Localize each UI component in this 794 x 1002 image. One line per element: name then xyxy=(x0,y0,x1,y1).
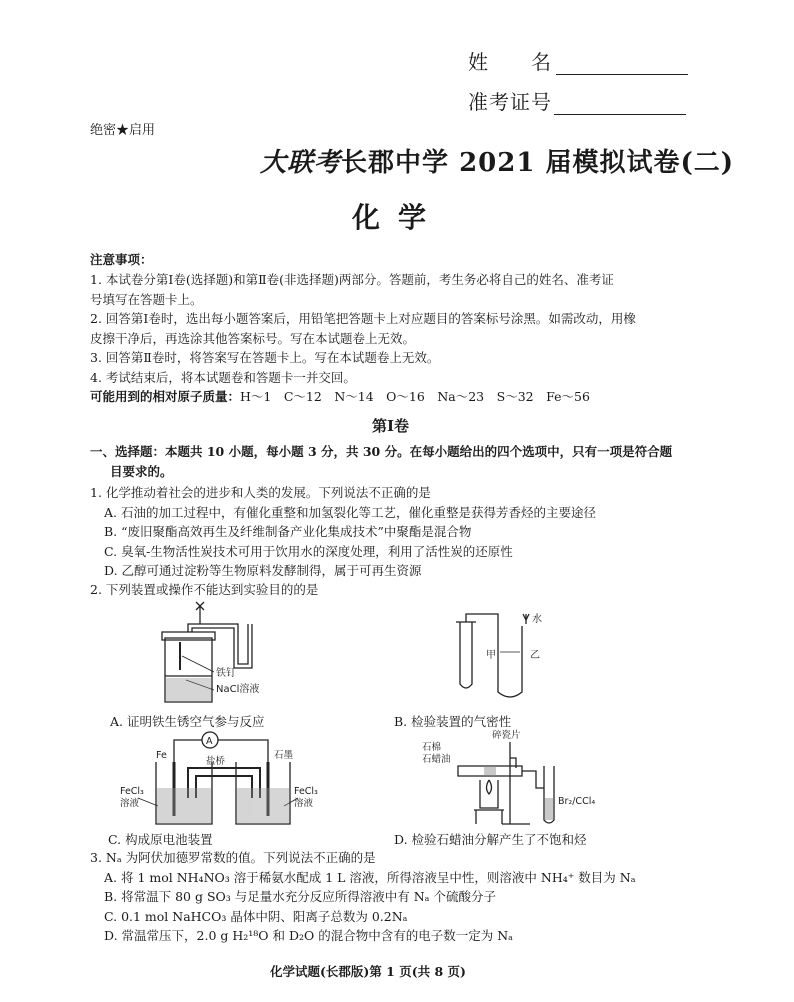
fe-label: Fe xyxy=(156,750,167,761)
name-label: 姓 名 xyxy=(468,50,552,74)
option-d: D. 常温常压下，2.0 g H₂¹⁸O 和 D₂O 的混合物中含有的电子数一定为 Nₐ xyxy=(104,928,513,943)
solution-left-label: 溶液 xyxy=(120,798,140,809)
title-text: 长郡中学 2021 届模拟试卷(二) xyxy=(341,148,735,178)
yi-label: 乙 xyxy=(530,650,540,661)
notes-item: 3. 回答第Ⅱ卷时，将答案写在答题卡上。写在本试题卷上无效。 xyxy=(90,350,440,365)
notes-item: 1. 本试卷分第Ⅰ卷(选择题)和第Ⅱ卷(非选择题)两部分。答题前，考生务必将自己的姓名、准考证 xyxy=(90,272,614,287)
atomic-mass-line xyxy=(90,387,636,407)
notes-list xyxy=(90,270,636,407)
paraffin-oil-label: 石蜡油 xyxy=(422,754,451,765)
question-2-stem: 2. 下列装置或操作不能达到实验目的的是 xyxy=(90,582,319,597)
section-title: 第Ⅰ卷 xyxy=(372,417,410,435)
brand-logo: 大联考 xyxy=(260,148,342,178)
nacl-solution-label: NaCl溶液 xyxy=(216,684,260,695)
iron-nail-label: 铁钉 xyxy=(216,668,236,679)
name-field xyxy=(468,46,688,75)
porcelain-label: 碎瓷片 xyxy=(492,730,521,741)
secret-label: 绝密★启用 xyxy=(90,123,156,138)
caption-b: B. 检验装置的气密性 xyxy=(394,714,512,729)
option-c: C. 0.1 mol NaHCO₃ 晶体中阴、阳离子总数为 0.2Nₐ xyxy=(104,908,408,924)
name-blank xyxy=(556,52,688,75)
notes-item: 号填写在答题卡上。 xyxy=(90,291,203,307)
solution-right-label: 溶液 xyxy=(294,798,314,809)
br2-ccl4-label: Br₂/CCl₄ xyxy=(558,796,596,807)
exam-id-blank xyxy=(554,92,686,115)
notes-item: 4. 考试结束后，将本试题卷和答题卡一并交回。 xyxy=(90,369,356,385)
atomic-mass-values: H～1 C～12 N～14 O～16 Na～23 S～32 Fe～56 xyxy=(240,389,590,404)
apparatus-d-diagram xyxy=(418,728,598,828)
ammeter-label: A xyxy=(206,736,213,747)
section-instruction-cont: 目要求的。 xyxy=(110,464,173,479)
fecl3-left-label: FeCl₃ xyxy=(120,786,144,797)
notes-item: 2. 回答第Ⅰ卷时，选出每小题答案后，用铅笔把答题卡上对应题目的答案标号涂黑。如需改动，用橡 xyxy=(90,311,636,326)
salt-bridge-label: 盐桥 xyxy=(206,756,226,767)
water-label: 水 xyxy=(532,614,542,625)
question-stem: 1. 化学推动着社会的进步和人类的发展。下列说法不正确的是 xyxy=(90,485,431,500)
section-instruction: 一、选择题：本题共 10 小题，每小题 3 分，共 30 分。在每小题给出的四个选项中，只有一项是符合题 xyxy=(90,444,673,459)
page-title xyxy=(260,142,734,179)
fecl3-right-label: FeCl₃ xyxy=(294,786,318,797)
question-3 xyxy=(90,848,636,946)
page-footer: 化学试题(长郡版)第 1 页(共 8 页) xyxy=(270,964,466,979)
notes-heading: 注意事项： xyxy=(90,252,153,267)
option-b: B. 将常温下 80 g SO₃ 与足量水充分反应所得溶液中有 Nₐ 个硫酸分子 xyxy=(104,889,496,904)
option-c: C. 臭氧-生物活性炭技术可用于饮用水的深度处理，利用了活性炭的还原性 xyxy=(104,543,513,559)
option-b: B. “废旧聚酯高效再生及纤维制备产业化集成技术”中聚酯是混合物 xyxy=(104,524,472,539)
graphite-label: 石墨 xyxy=(274,750,294,761)
apparatus-c-diagram xyxy=(118,728,328,828)
option-a: A. 将 1 mol NH₄NO₃ 溶于稀氨水配成 1 L 溶液，所得溶液呈中性，则溶液中 NH₄⁺ 数目为 Nₐ xyxy=(104,869,636,885)
exam-id-label: 准考证号 xyxy=(468,90,552,114)
jia-label: 甲 xyxy=(486,650,496,661)
atomic-mass-label: 可能用到的相对原子质量： xyxy=(90,389,241,404)
question-stem: 3. Nₐ 为阿伏加德罗常数的值。下列说法不正确的是 xyxy=(90,850,376,865)
question-1 xyxy=(90,483,596,581)
asbestos-label: 石棉 xyxy=(422,742,442,753)
exam-id-field xyxy=(468,86,686,115)
option-a: A. 石油的加工过程中，有催化重整和加氢裂化等工艺，催化重整是获得芳香烃的主要途径 xyxy=(104,504,596,520)
caption-a: A. 证明铁生锈空气参与反应 xyxy=(110,714,265,729)
caption-d: D. 检验石蜡油分解产生了不饱和烃 xyxy=(394,832,587,847)
option-d: D. 乙醇可通过淀粉等生物原料发酵制得，属于可再生资源 xyxy=(104,563,422,578)
subject-title: 化学 xyxy=(352,201,445,234)
apparatus-a-diagram xyxy=(150,598,320,710)
caption-c: C. 构成原电池装置 xyxy=(108,832,213,847)
notes-item: 皮擦干净后，再选涂其他答案标号。写在本试题卷上无效。 xyxy=(90,330,416,346)
apparatus-b-diagram xyxy=(440,606,570,706)
